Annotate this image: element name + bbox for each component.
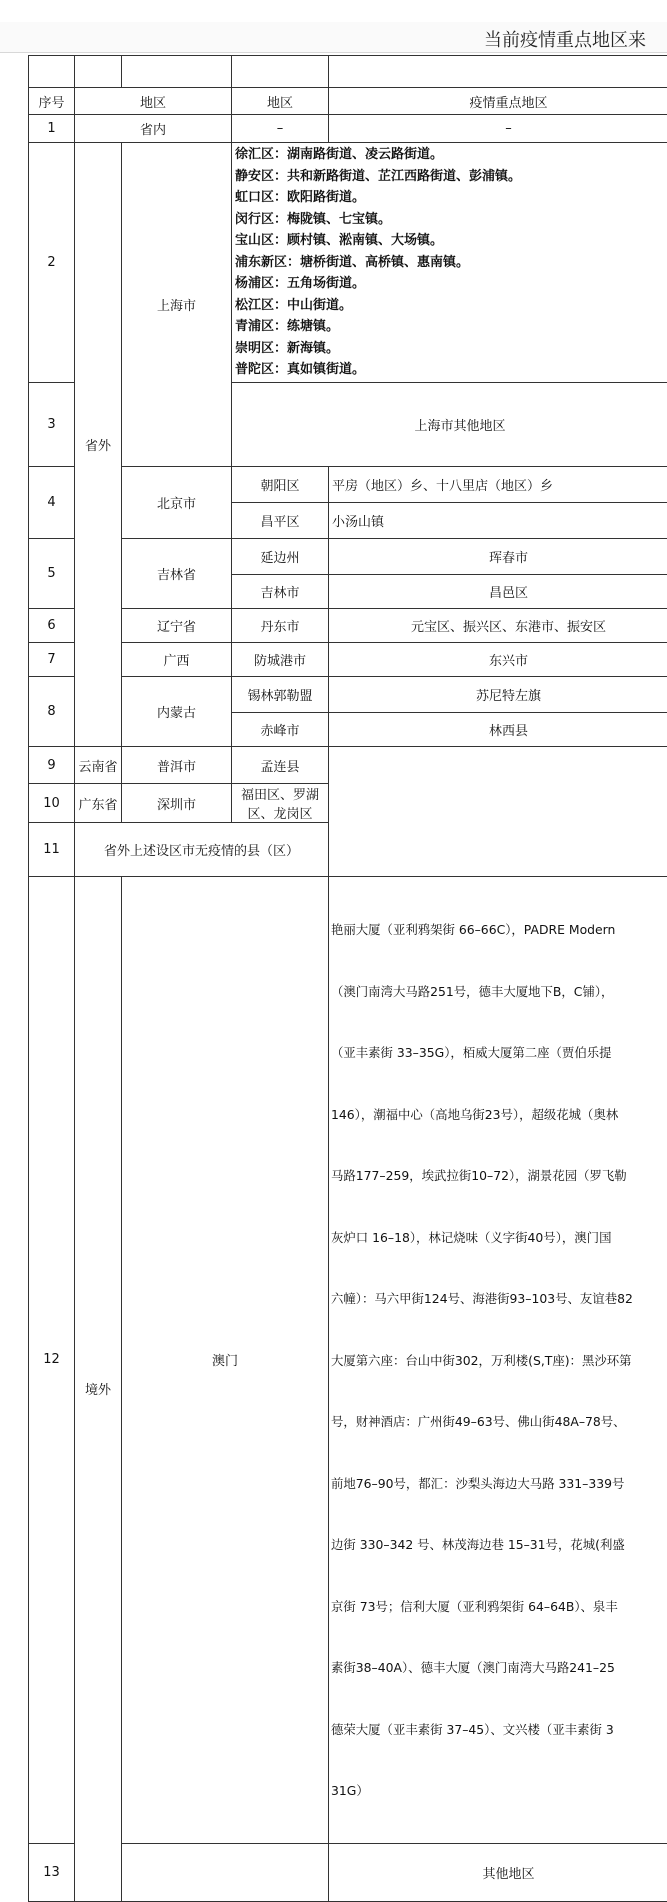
province-cell: 澳门 bbox=[122, 877, 329, 1844]
city-cell: 深圳市 bbox=[122, 784, 232, 823]
table-row bbox=[29, 677, 667, 713]
macau-line: 号，财神酒店：广州街49–63号、佛山街48A–78号、 bbox=[331, 1412, 667, 1433]
list-item: 青浦区：练塘镇。 bbox=[235, 316, 667, 338]
macau-line: 边街 330–342 号、林茂海边巷 15–31号，花城(利盛 bbox=[331, 1535, 667, 1556]
content-cell: 省外上述设区市无疫情的县（区） bbox=[75, 823, 329, 877]
blank-cell bbox=[29, 56, 75, 88]
table-row bbox=[29, 115, 667, 143]
city-cell: 普洱市 bbox=[122, 747, 232, 784]
content-cell: 珲春市 bbox=[329, 539, 667, 575]
table-row bbox=[29, 143, 667, 383]
province-cell: 北京市 bbox=[122, 467, 232, 539]
region-cell: 省内 bbox=[75, 115, 232, 143]
row-number: 9 bbox=[29, 747, 75, 784]
header-row bbox=[29, 88, 667, 115]
macau-line: 京街 73号；信利大厦（亚利鸦架街 64–64B）、泉丰 bbox=[331, 1597, 667, 1618]
province-cell: 广西 bbox=[122, 643, 232, 677]
page-title-bar bbox=[0, 22, 667, 53]
row-number: 5 bbox=[29, 539, 75, 609]
header-city: 地区 bbox=[232, 88, 329, 115]
table-row bbox=[29, 747, 667, 784]
content-cell: 平房（地区）乡、十八里店（地区）乡 bbox=[329, 467, 667, 503]
province-cell: 云南省 bbox=[75, 747, 122, 784]
table-row bbox=[29, 1843, 667, 1901]
list-item: 闵行区：梅陇镇、七宝镇。 bbox=[235, 209, 667, 231]
content-cell: 昌邑区 bbox=[329, 575, 667, 609]
city-cell: 赤峰市 bbox=[232, 713, 329, 747]
content-cell: 福田区、罗湖区、龙岗区 bbox=[232, 784, 329, 823]
content-cell: 小汤山镇 bbox=[329, 503, 667, 539]
macau-line: 31G） bbox=[331, 1781, 667, 1802]
row-number: 3 bbox=[29, 383, 75, 467]
list-item: 浦东新区：塘桥街道、高桥镇、惠南镇。 bbox=[235, 252, 667, 274]
list-item: 松江区：中山街道。 bbox=[235, 295, 667, 317]
city-cell: 吉林市 bbox=[232, 575, 329, 609]
row-number: 4 bbox=[29, 467, 75, 539]
region-cell-shengwai: 省外 bbox=[75, 143, 122, 747]
city-cell: 防城港市 bbox=[232, 643, 329, 677]
row-number: 8 bbox=[29, 677, 75, 747]
province-cell: 内蒙古 bbox=[122, 677, 232, 747]
macau-line: 灰炉口 16–18），林记烧味（义字街40号），澳门国 bbox=[331, 1228, 667, 1249]
macau-line: 146），潮福中心（高地乌街23号），超级花城（奥林 bbox=[331, 1105, 667, 1126]
shanghai-district-list bbox=[232, 143, 667, 383]
content-cell: 上海市其他地区 bbox=[232, 383, 667, 467]
content-cell: 孟连县 bbox=[232, 747, 329, 784]
epidemic-table bbox=[28, 55, 667, 1902]
city-cell: 昌平区 bbox=[232, 503, 329, 539]
row-number: 13 bbox=[29, 1843, 75, 1901]
province-cell: 辽宁省 bbox=[122, 609, 232, 643]
city-cell: 丹东市 bbox=[232, 609, 329, 643]
row-number: 10 bbox=[29, 784, 75, 823]
header-no: 序号 bbox=[29, 88, 75, 115]
row-number: 1 bbox=[29, 115, 75, 143]
province-cell: 吉林省 bbox=[122, 539, 232, 609]
blank-cell bbox=[329, 56, 667, 88]
row-number: 7 bbox=[29, 643, 75, 677]
list-item: 虹口区：欧阳路街道。 bbox=[235, 187, 667, 209]
blank-cell bbox=[232, 56, 329, 88]
header-key-areas: 疫情重点地区 bbox=[329, 88, 667, 115]
list-item: 徐汇区：湖南路街道、凌云路街道。 bbox=[235, 144, 667, 166]
header-region: 地区 bbox=[75, 88, 232, 115]
blank-cell bbox=[122, 56, 232, 88]
macau-line: （亚丰素街 33–35G），栢威大厦第二座（贾伯乐提 bbox=[331, 1043, 667, 1064]
table-row bbox=[29, 609, 667, 643]
table-row bbox=[29, 467, 667, 503]
city-cell: 朝阳区 bbox=[232, 467, 329, 503]
table-row bbox=[29, 877, 667, 1844]
content-cell: 元宝区、振兴区、东港市、振安区 bbox=[329, 609, 667, 643]
city-cell: 延边州 bbox=[232, 539, 329, 575]
list-item: 崇明区：新海镇。 bbox=[235, 338, 667, 360]
content-cell: 东兴市 bbox=[329, 643, 667, 677]
macau-line: 素街38–40A）、德丰大厦（澳门南湾大马路241–25 bbox=[331, 1658, 667, 1679]
macau-line: （澳门南湾大马路251号，德丰大厦地下B，C铺）， bbox=[331, 982, 667, 1003]
blank-cell bbox=[75, 56, 122, 88]
province-shanghai: 上海市 bbox=[122, 143, 232, 467]
row-number: 11 bbox=[29, 823, 75, 877]
row-number: 2 bbox=[29, 143, 75, 383]
list-item: 普陀区：真如镇街道。 bbox=[235, 359, 667, 381]
table-row bbox=[29, 784, 667, 823]
content-cell: 林西县 bbox=[329, 713, 667, 747]
macau-line: 大厦第六座：台山中街302，万利楼(S,T座)：黑沙环第 bbox=[331, 1351, 667, 1372]
page-title: 当前疫情重点地区来 bbox=[484, 26, 646, 52]
macau-line: 德荣大厦（亚丰素街 37–45）、文兴楼（亚丰素街 3 bbox=[331, 1720, 667, 1741]
region-cell-jingwai: 境外 bbox=[75, 877, 122, 1902]
list-item: 杨浦区：五角场街道。 bbox=[235, 273, 667, 295]
blank-row bbox=[29, 56, 667, 88]
macau-line: 前地76–90号，都汇：沙梨头海边大马路 331–339号 bbox=[331, 1474, 667, 1495]
table-row bbox=[29, 643, 667, 677]
content-cell: – bbox=[329, 115, 667, 143]
macau-line: 艳丽大厦（亚利鸦架街 66–66C），PADRE Modern bbox=[331, 920, 667, 941]
list-item: 宝山区：顾村镇、淞南镇、大场镇。 bbox=[235, 230, 667, 252]
row-number: 12 bbox=[29, 877, 75, 1844]
content-cell: 苏尼特左旗 bbox=[329, 677, 667, 713]
row-number: 6 bbox=[29, 609, 75, 643]
macau-line: 马路177–259，埃武拉街10–72），湖景花园（罗飞勒 bbox=[331, 1166, 667, 1187]
blank-cell bbox=[122, 1843, 329, 1901]
table-row bbox=[29, 823, 667, 877]
macau-line: 六幢）：马六甲街124号、海港街93–103号、友谊巷82 bbox=[331, 1289, 667, 1310]
province-cell: 广东省 bbox=[75, 784, 122, 823]
city-cell: – bbox=[232, 115, 329, 143]
table-row bbox=[29, 539, 667, 575]
city-cell: 锡林郭勒盟 bbox=[232, 677, 329, 713]
list-item: 静安区：共和新路街道、芷江西路街道、彭浦镇。 bbox=[235, 166, 667, 188]
macau-content-cell bbox=[329, 877, 667, 1844]
content-cell: 其他地区 bbox=[329, 1843, 667, 1901]
